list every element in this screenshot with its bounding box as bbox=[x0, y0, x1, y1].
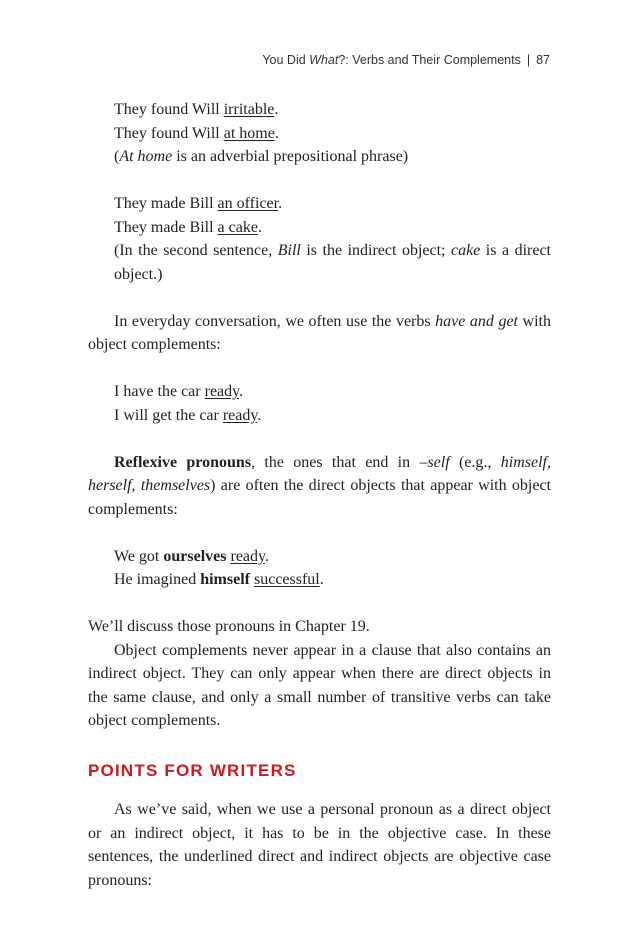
header-separator: | bbox=[526, 53, 531, 67]
example-line: They found Will at home. bbox=[114, 124, 279, 142]
header-title: You Did What?: Verbs and Their Complements bbox=[262, 53, 521, 67]
paragraph: Object complements never appear in a clause that also contains an indirect object. They can only appear when there are direct objects in the same clause, and only a small number of transitive verbs can take object complements. bbox=[88, 641, 551, 729]
example-note: (At home is an adverbial prepositional phrase) bbox=[114, 148, 409, 165]
example-line: He imagined himself successful. bbox=[114, 571, 324, 588]
paragraph: Reflexive pronouns, the ones that end in –self (e.g., himself, herself, themselves) are often the direct objects that appear with object complements: bbox=[88, 453, 552, 518]
paragraph: As we’ve said, when we use a personal pronoun as a direct object or an indirect object, it has to be in the objective case. In these sentences, the underlined direct and indirect objects are objective case pronouns: bbox=[88, 801, 551, 889]
example-line: They made Bill an officer. bbox=[114, 195, 283, 212]
example-line: I will get the car ready. bbox=[114, 406, 262, 424]
example-line: They found Will irritable. bbox=[114, 101, 279, 118]
example-line: They made Bill a cake. bbox=[114, 218, 262, 236]
example-line: We got ourselves ready. bbox=[114, 547, 269, 565]
page-number: 87 bbox=[536, 53, 550, 67]
running-header bbox=[262, 53, 550, 67]
example-note: (In the second sentence, Bill is the indirect object; cake is a direct object.) bbox=[114, 242, 552, 283]
example-line: I have the car ready. bbox=[114, 383, 244, 400]
section-heading: POINTS FOR WRITERS bbox=[88, 760, 297, 780]
page-body bbox=[88, 98, 551, 892]
paragraph: We’ll discuss those pronouns in Chapter 19. bbox=[88, 618, 370, 635]
paragraph: In everyday conversation, we often use the verbs have and get with object complements: bbox=[88, 312, 551, 353]
